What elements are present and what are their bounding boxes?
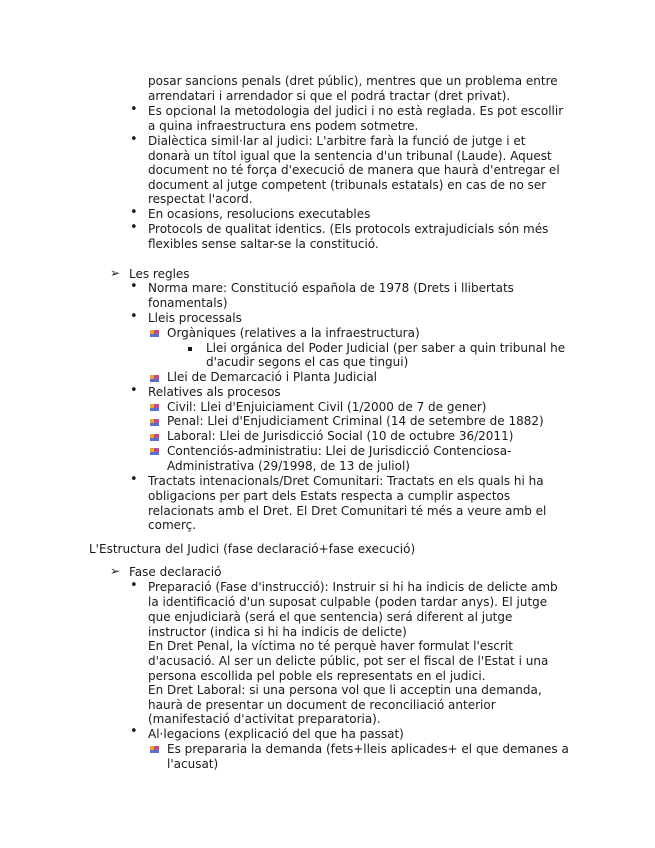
text-line: l'acusat) xyxy=(167,757,219,771)
text-line: En Dret Penal, la víctima no té perquè haver formulat l'escrit xyxy=(148,639,513,653)
arrow-bullet-icon: ➢ xyxy=(110,266,121,280)
bullet: • xyxy=(130,220,138,235)
text-line: Administrativa (29/1998, de 13 de juliol) xyxy=(167,459,410,473)
text-line: Es opcional la metodologia del judici i no està reglada. Es pot escollir xyxy=(148,104,564,118)
text-line: Tractats intenacionals/Dret Comunitari: Tractats en els quals hi ha xyxy=(148,474,544,488)
bullet: • xyxy=(130,472,138,487)
text-line: a quina infraestructura ens podem sotmetre. xyxy=(148,119,419,133)
text-line: Civil: Llei d'Enjuiciament Civil (1/2000 de 7 de gener) xyxy=(167,400,487,414)
folder-bullet-icon xyxy=(150,328,160,338)
bullet: • xyxy=(130,205,138,220)
text-line: haurà de presentar un document de reconciliació anterior xyxy=(148,698,496,712)
text-line: En ocasions, resolucions executables xyxy=(148,207,371,221)
text-line: d'acusació. Al ser un delicte públic, pot ser el fiscal de l'Estat i una xyxy=(148,654,549,668)
text-line: Norma mare: Constitució española de 1978 (Drets i llibertats xyxy=(148,281,514,295)
text-line: (manifestació d'activitat preparatoria). xyxy=(148,712,381,726)
arrow-bullet-icon: ➢ xyxy=(110,564,121,578)
text-line: Es prepararia la demanda (fets+lleis aplicades+ el que demanes a xyxy=(167,742,569,756)
text-line: document al jutge competent (tribunals estatals) en cas de no ser xyxy=(148,178,547,192)
text-line: instructor (indica si hi ha indicis de delicte) xyxy=(148,625,407,639)
bullet: • xyxy=(130,309,138,324)
section-heading: Les regles xyxy=(129,267,190,281)
text-line: Lleis processals xyxy=(148,311,242,325)
text-line: que enjudiciarà (será el que sentencia) será diferent al jutge xyxy=(148,610,513,624)
text-line: Orgàniques (relatives a la infraestructura) xyxy=(167,326,420,340)
folder-bullet-icon xyxy=(150,373,160,383)
text-line: arrendatari i arrendador si que el podrá tractar (dret privat). xyxy=(148,89,511,103)
text-line: Preparació (Fase d'instrucció): Instruir si hi ha indicis de delicte amb xyxy=(148,580,558,594)
square-bullet xyxy=(188,347,192,351)
text-line: Dialèctica simil·lar al judici: L'arbitre farà la funció de jutge i et xyxy=(148,134,526,148)
text-line: la identificació d'un suposat culpable (poden tardar anys). El jutge xyxy=(148,595,548,609)
text-line: Protocols de qualitat identics. (Els protocols extrajudicials són més xyxy=(148,222,549,236)
text-line: document no té força d'execució de manera que haurà d'entregar el xyxy=(148,163,560,177)
section-title: L'Estructura del Judici (fase declaració+fase execució) xyxy=(89,542,416,556)
text-line: obligacions per part dels Estats respecta a cumplir aspectos xyxy=(148,489,511,503)
text-line: En Dret Laboral: si una persona vol que li acceptin una demanda, xyxy=(148,683,542,697)
text-line: posar sancions penals (dret públic), mentres que un problema entre xyxy=(148,74,558,88)
bullet: • xyxy=(130,279,138,294)
bullet: • xyxy=(130,102,138,117)
text-line: d'acudir segons el cas que tingui) xyxy=(206,355,409,369)
text-line: Llei de Demarcació i Planta Judicial xyxy=(167,370,378,384)
text-line: respectat l'acord. xyxy=(148,192,253,206)
folder-bullet-icon xyxy=(150,402,160,412)
text-line: Llei orgánica del Poder Judicial (per saber a quin tribunal he xyxy=(206,341,566,355)
bullet: • xyxy=(130,383,138,398)
text-line: Penal: Llei d'Enjudiciament Criminal (14 de setembre de 1882) xyxy=(167,414,544,428)
text-line: persona escollida pel poble els representats en el judici. xyxy=(148,669,486,683)
text-line: donarà un títol igual que la sentencia d'un tribunal (Laude). Aquest xyxy=(148,149,552,163)
text-line: flexibles sense saltar-se la constitució. xyxy=(148,237,379,251)
bullet: • xyxy=(130,724,138,739)
text-line: Contenciós-administratiu: Llei de Jurisdicció Contenciosa- xyxy=(167,444,512,458)
folder-bullet-icon xyxy=(150,446,160,456)
text-line: fonamentals) xyxy=(148,296,228,310)
folder-bullet-icon xyxy=(150,744,160,754)
bullet: • xyxy=(130,132,138,147)
text-line: Al·legacions (explicació del que ha passat) xyxy=(148,727,404,741)
text-line: comerç. xyxy=(148,518,197,532)
text-line: Relatives als procesos xyxy=(148,385,281,399)
folder-bullet-icon xyxy=(150,432,160,442)
section-heading: Fase declaració xyxy=(129,565,222,579)
bullet: • xyxy=(130,578,138,593)
folder-bullet-icon xyxy=(150,417,160,427)
text-line: relacionats amb el Dret. El Dret Comunitari té més a veure amb el xyxy=(148,504,547,518)
text-line: Laboral: Llei de Jurisdicció Social (10 de octubre 36/2011) xyxy=(167,429,514,443)
